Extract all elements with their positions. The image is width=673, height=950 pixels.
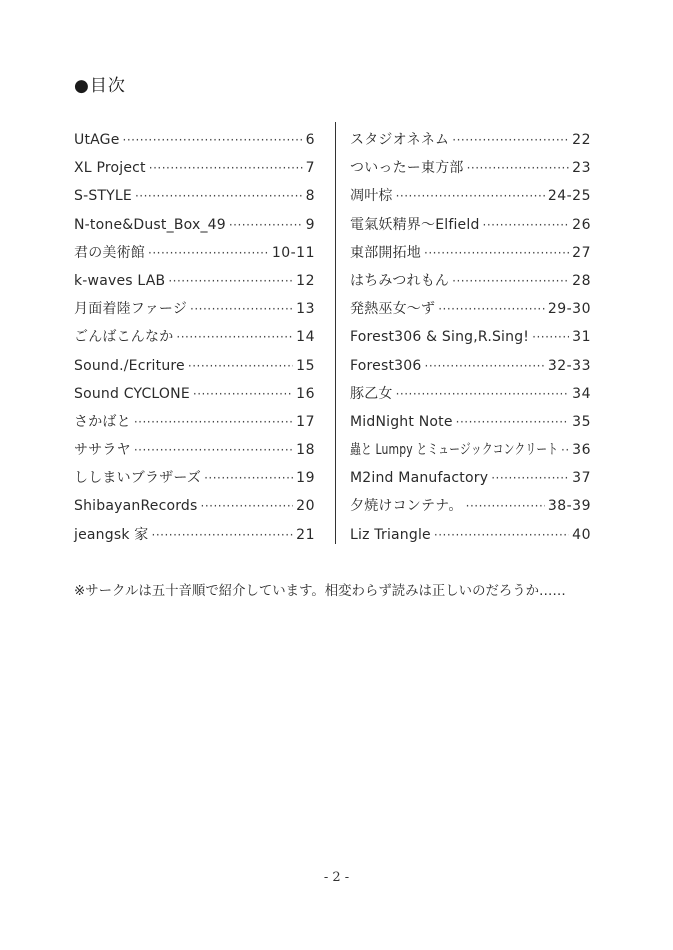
toc-entry [350,323,591,351]
toc-entry-page: 19 [296,470,315,487]
toc-entry-page: 32-33 [547,357,591,374]
toc-entry [350,521,591,549]
toc-entry-title: Forest306 [350,357,422,374]
toc-entry-title: jeangsk 家 [74,526,149,543]
toc-entry [74,408,315,436]
toc-entry-page: 31 [572,329,591,346]
toc-dot-leader [532,323,569,351]
toc-entry-title: 君の美術館 [74,244,145,261]
toc-entry-page: 21 [296,526,315,543]
toc-dot-leader [188,352,293,380]
toc-dot-leader [123,126,303,154]
toc-heading: ●目次 [74,76,126,96]
toc-entry [74,295,315,323]
toc-entry-title: k-waves LAB [74,272,166,289]
toc-dot-leader [456,408,570,436]
toc-entry-title: ササラヤ [74,442,131,459]
toc-entry-page: 9 [305,216,315,233]
toc-entry-title: Sound CYCLONE [74,385,190,402]
toc-dot-leader [396,380,570,408]
toc-entry-title: 凋叶棕 [350,188,393,205]
toc-entry-page: 8 [305,188,315,205]
toc-entry-title: ごんばこんなか [74,329,174,346]
toc-dot-leader [561,436,569,464]
toc-entry [74,492,315,520]
toc-entry [350,295,591,323]
toc-entry [74,182,315,210]
toc-dot-leader [148,239,269,267]
toc-dot-leader [193,380,293,408]
toc-dot-leader [149,154,303,182]
toc-entry [350,182,591,210]
toc-entry-page: 24-25 [547,188,591,205]
toc-entry-page: 38-39 [547,498,591,515]
toc-entry [74,352,315,380]
toc-entry-page: 22 [572,132,591,148]
toc-entry-page: 14 [296,329,315,346]
page-number: - 2 - [323,870,350,885]
toc-entry-page: 27 [572,244,591,261]
toc-entry [350,464,591,492]
toc-entry-page: 35 [572,413,591,430]
toc-entry-title: Forest306 & Sing,R.Sing! [350,329,530,346]
toc-entry-page: 12 [296,272,315,289]
toc-entry-page: 6 [305,132,315,148]
toc-dot-leader [152,521,294,549]
toc-dot-leader [190,295,293,323]
toc-entry [74,521,315,549]
toc-entry [350,126,591,154]
toc-dot-leader [176,323,293,351]
toc-entry [350,380,591,408]
toc-entry [350,436,591,464]
toc-entry [74,239,315,267]
toc-entry-title: 夕焼けコンテナ。 [350,498,463,515]
toc-entry [74,154,315,182]
toc-entry [74,126,315,154]
toc-entry-page: 13 [296,301,315,318]
toc-entry [74,380,315,408]
toc-entry [350,154,591,182]
toc-entry [350,239,591,267]
toc-entry-page: 17 [296,413,315,430]
toc-entry-page: 16 [296,385,315,402]
toc-entry-page: 10-11 [271,244,315,261]
toc-entry-page: 28 [572,272,591,289]
toc-dot-leader [134,436,293,464]
toc-dot-leader [201,492,294,520]
toc-entry [350,267,591,295]
toc-entry-title: MidNight Note [350,413,453,430]
toc-dot-leader [438,295,545,323]
toc-entry-title: Sound./Ecriture [74,357,185,374]
toc-entry-title: ShibayanRecords [74,498,198,515]
toc-entry [74,436,315,464]
toc-entry [74,464,315,492]
toc-entry-title: N-tone&Dust_Box_49 [74,216,226,233]
toc-entry-title: UtAGe [74,132,120,148]
toc-entry [350,408,591,436]
toc-entry-title: S-STYLE [74,188,132,205]
toc-entry-page: 34 [572,385,591,402]
toc-entry-page: 23 [572,160,591,177]
toc-entry-page: 37 [572,470,591,487]
toc-dot-leader [466,492,545,520]
toc-entry [350,492,591,520]
toc-entry-page: 15 [296,357,315,374]
toc-entry-title: はちみつれもん [350,272,450,289]
toc-entry-page: 36 [572,442,591,459]
toc-dot-leader [483,211,570,239]
toc-entry-title: Liz Triangle [350,526,431,543]
toc-entry-title: 発熱巫女～ず [350,301,436,318]
toc-entry-page: 29-30 [547,301,591,318]
toc-right-column [350,126,591,549]
toc-entry [350,352,591,380]
toc-entry-page: 7 [305,160,315,177]
toc-entry-title: ついったー東方部 [350,160,464,177]
toc-dot-leader [204,464,293,492]
toc-dot-leader [452,267,569,295]
ordering-note: ※サークルは五十音順で紹介しています。相変わらず読みは正しいのだろうか…… [74,584,566,599]
toc-dot-leader [491,464,569,492]
toc-dot-leader [229,211,303,239]
toc-entry-page: 40 [572,526,591,543]
toc-entry-title: M2ind Manufactory [350,470,489,487]
toc-entry-title: ししまいブラザーズ [74,470,202,487]
toc-left-column [74,126,315,549]
toc-entry-page: 26 [572,216,591,233]
toc-entry-page: 18 [296,442,315,459]
toc-dot-leader [135,182,303,210]
toc-dot-leader [467,154,570,182]
toc-entry [74,267,315,295]
toc-entry-title: 蟲と Lumpy とミュージックコンクリート [350,442,559,459]
toc-entry [74,323,315,351]
toc-entry-title: スタジオネネム [350,132,450,148]
toc-entry-title: XL Project [74,160,146,177]
toc-dot-leader [134,408,293,436]
toc-entry-title: 東部開拓地 [350,244,421,261]
toc-entry-page: 20 [296,498,315,515]
toc-dot-leader [425,352,545,380]
toc-entry [74,211,315,239]
toc-entry-title: 電氣妖精界～Elfield [350,216,480,233]
toc-entry-title: さかばと [74,413,131,430]
toc-entry-title: 月面着陸ファージ [74,301,188,318]
column-divider [335,122,336,544]
toc-dot-leader [168,267,293,295]
toc-entry [350,211,591,239]
toc-dot-leader [396,182,545,210]
toc-dot-leader [452,126,569,154]
toc-dot-leader [434,521,569,549]
toc-entry-title: 豚乙女 [350,385,393,402]
toc-dot-leader [424,239,569,267]
